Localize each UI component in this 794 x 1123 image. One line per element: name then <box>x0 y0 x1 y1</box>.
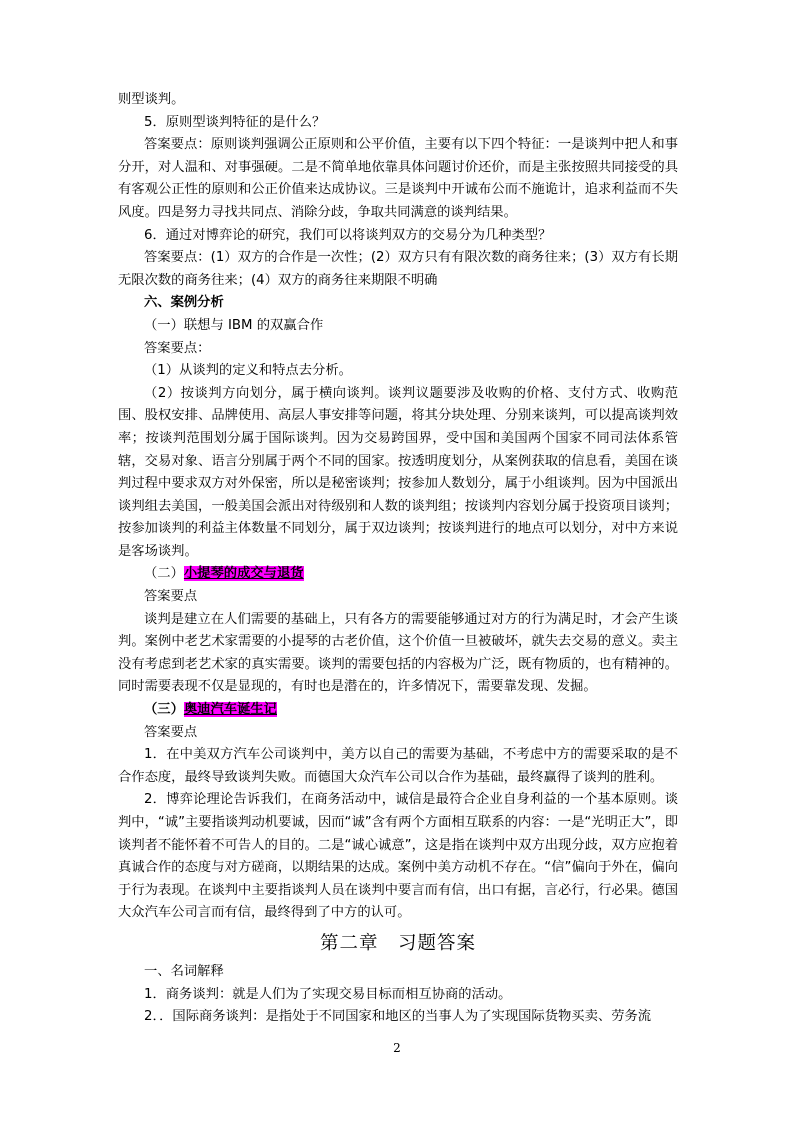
case-2-prefix: （二） <box>144 566 184 582</box>
answer-label: 答案要点 <box>144 724 198 740</box>
case-1-title: （一）联想与 IBM 的双赢合作 <box>144 317 324 333</box>
document-body <box>118 89 678 1029</box>
question-5: 5．原则型谈判特征的是什么？ <box>144 114 326 130</box>
case-3-point-2: 2．博弈论理论告诉我们，在商务活动中，诚信是最符合企业自身利益的一个基本原则。谈判中，“诚”主要指谈判动机要诚，因而“诚”含有两个方面相互联系的内容：一是“光明正大”，即谈判者不能怀着不可告人的目的。二是“诚心诚意”，这是指在谈判中双方出现分歧，双方应抱着真诚合作的态度与对方磋商，以期结果的达成。案例中美方动机不存在。“信”偏向于外在，偏向于行为表现。在谈判中主要指谈判人员在谈判中要言而有信，出口有据，言必行，行必果。德国大众汽车公司言而有信，最终得到了中方的认可。 <box>118 792 678 921</box>
definition-2: 2．．国际商务谈判：是指处于不同国家和地区的当事人为了实现国际货物买卖、劳务流 <box>144 1009 652 1025</box>
case-3-title: 奥迪汽车诞生记 <box>183 702 277 718</box>
section-heading: 六、案例分析 <box>144 295 224 311</box>
case-3-point-1: 1．在中美双方汽车公司谈判中，美方以自己的需要为基础，不考虑中方的需要采取的是不合作态度，最终导致谈判失败。而德国大众汽车公司以合作为基础，最终赢得了谈判的胜利。 <box>118 747 678 785</box>
case-1-point-2: （2）按谈判方向划分，属于横向谈判。谈判议题要涉及收购的价格、支付方式、收购范围、股权安排、品牌使用、高层人事安排等问题，将其分块处理、分别来谈判，可以提高谈判效率；按谈判范围划分属于国际谈判。因为交易跨国界，受中国和美国两个国家不同司法体系管辖，交易对象、语言分别属于两个不同的国家。按透明度划分，从案例获取的信息看，美国在谈判过程中要求双方对外保密，所以是秘密谈判；按参加人数划分，属于小组谈判。因为中国派出谈判组去美国，一般美国会派出对待级别和人数的谈判组；按谈判内容划分属于投资项目谈判；按参加谈判的利益主体数量不同划分，属于双边谈判；按谈判进行的地点可以划分，对中方来说是客场谈判。 <box>118 385 678 559</box>
answer-label: 答案要点 <box>144 589 198 605</box>
case-2-heading <box>118 563 678 586</box>
subsection-heading: 一、名词解释 <box>144 963 224 979</box>
case-1-point-1: （1）从谈判的定义和特点去分析。 <box>144 363 352 379</box>
answer-5: 答案要点：原则谈判强调公正原则和公平价值，主要有以下四个特征：一是谈判中把人和事分开，对人温和、对事强硬。二是不简单地依靠具体问题讨价还价，而是主张按照共同接受的具有客观公正性的原则和公正价值来达成协议。三是谈判中开诚布公而不施诡计，追求利益而不失风度。四是努力寻找共同点、消除分歧，争取共同满意的谈判结果。 <box>118 137 678 220</box>
text-line: 则型谈判。 <box>118 92 185 107</box>
case-2-answer: 谈判是建立在人们需要的基础上，只有各方的需要能够通过对方的行为满足时，才会产生谈判。案例中老艺术家需要的小提琴的古老价值，这个价值一旦被破坏，就失去交易的意义。卖主没有考虑到老艺术家的真实需要。谈判的需要包括的内容极为广泛，既有物质的，也有精神的。同时需要表现不仅是显现的，有时也是潜在的，许多情况下，需要靠发现、发掘。 <box>118 611 678 695</box>
case-3-heading <box>118 699 678 722</box>
answer-6: 答案要点：(1）双方的合作是一次性；(2）双方只有有限次数的商务往来；(3）双方有长期无限次数的商务往来；(4）双方的商务往来期限不明确 <box>118 250 678 288</box>
case-3-prefix: （三） <box>144 702 184 718</box>
chapter-title: 第二章 习题答案 <box>319 932 476 954</box>
case-2-title: 小提琴的成交与退货 <box>183 566 304 582</box>
question-6: 6．通过对博弈论的研究，我们可以将谈判双方的交易分为几种类型？ <box>144 227 552 243</box>
answer-label: 答案要点： <box>144 340 211 356</box>
page-number: 2 <box>393 1041 401 1055</box>
definition-1: 1．商务谈判：就是人们为了实现交易目标而相互协商的活动。 <box>144 986 512 1002</box>
